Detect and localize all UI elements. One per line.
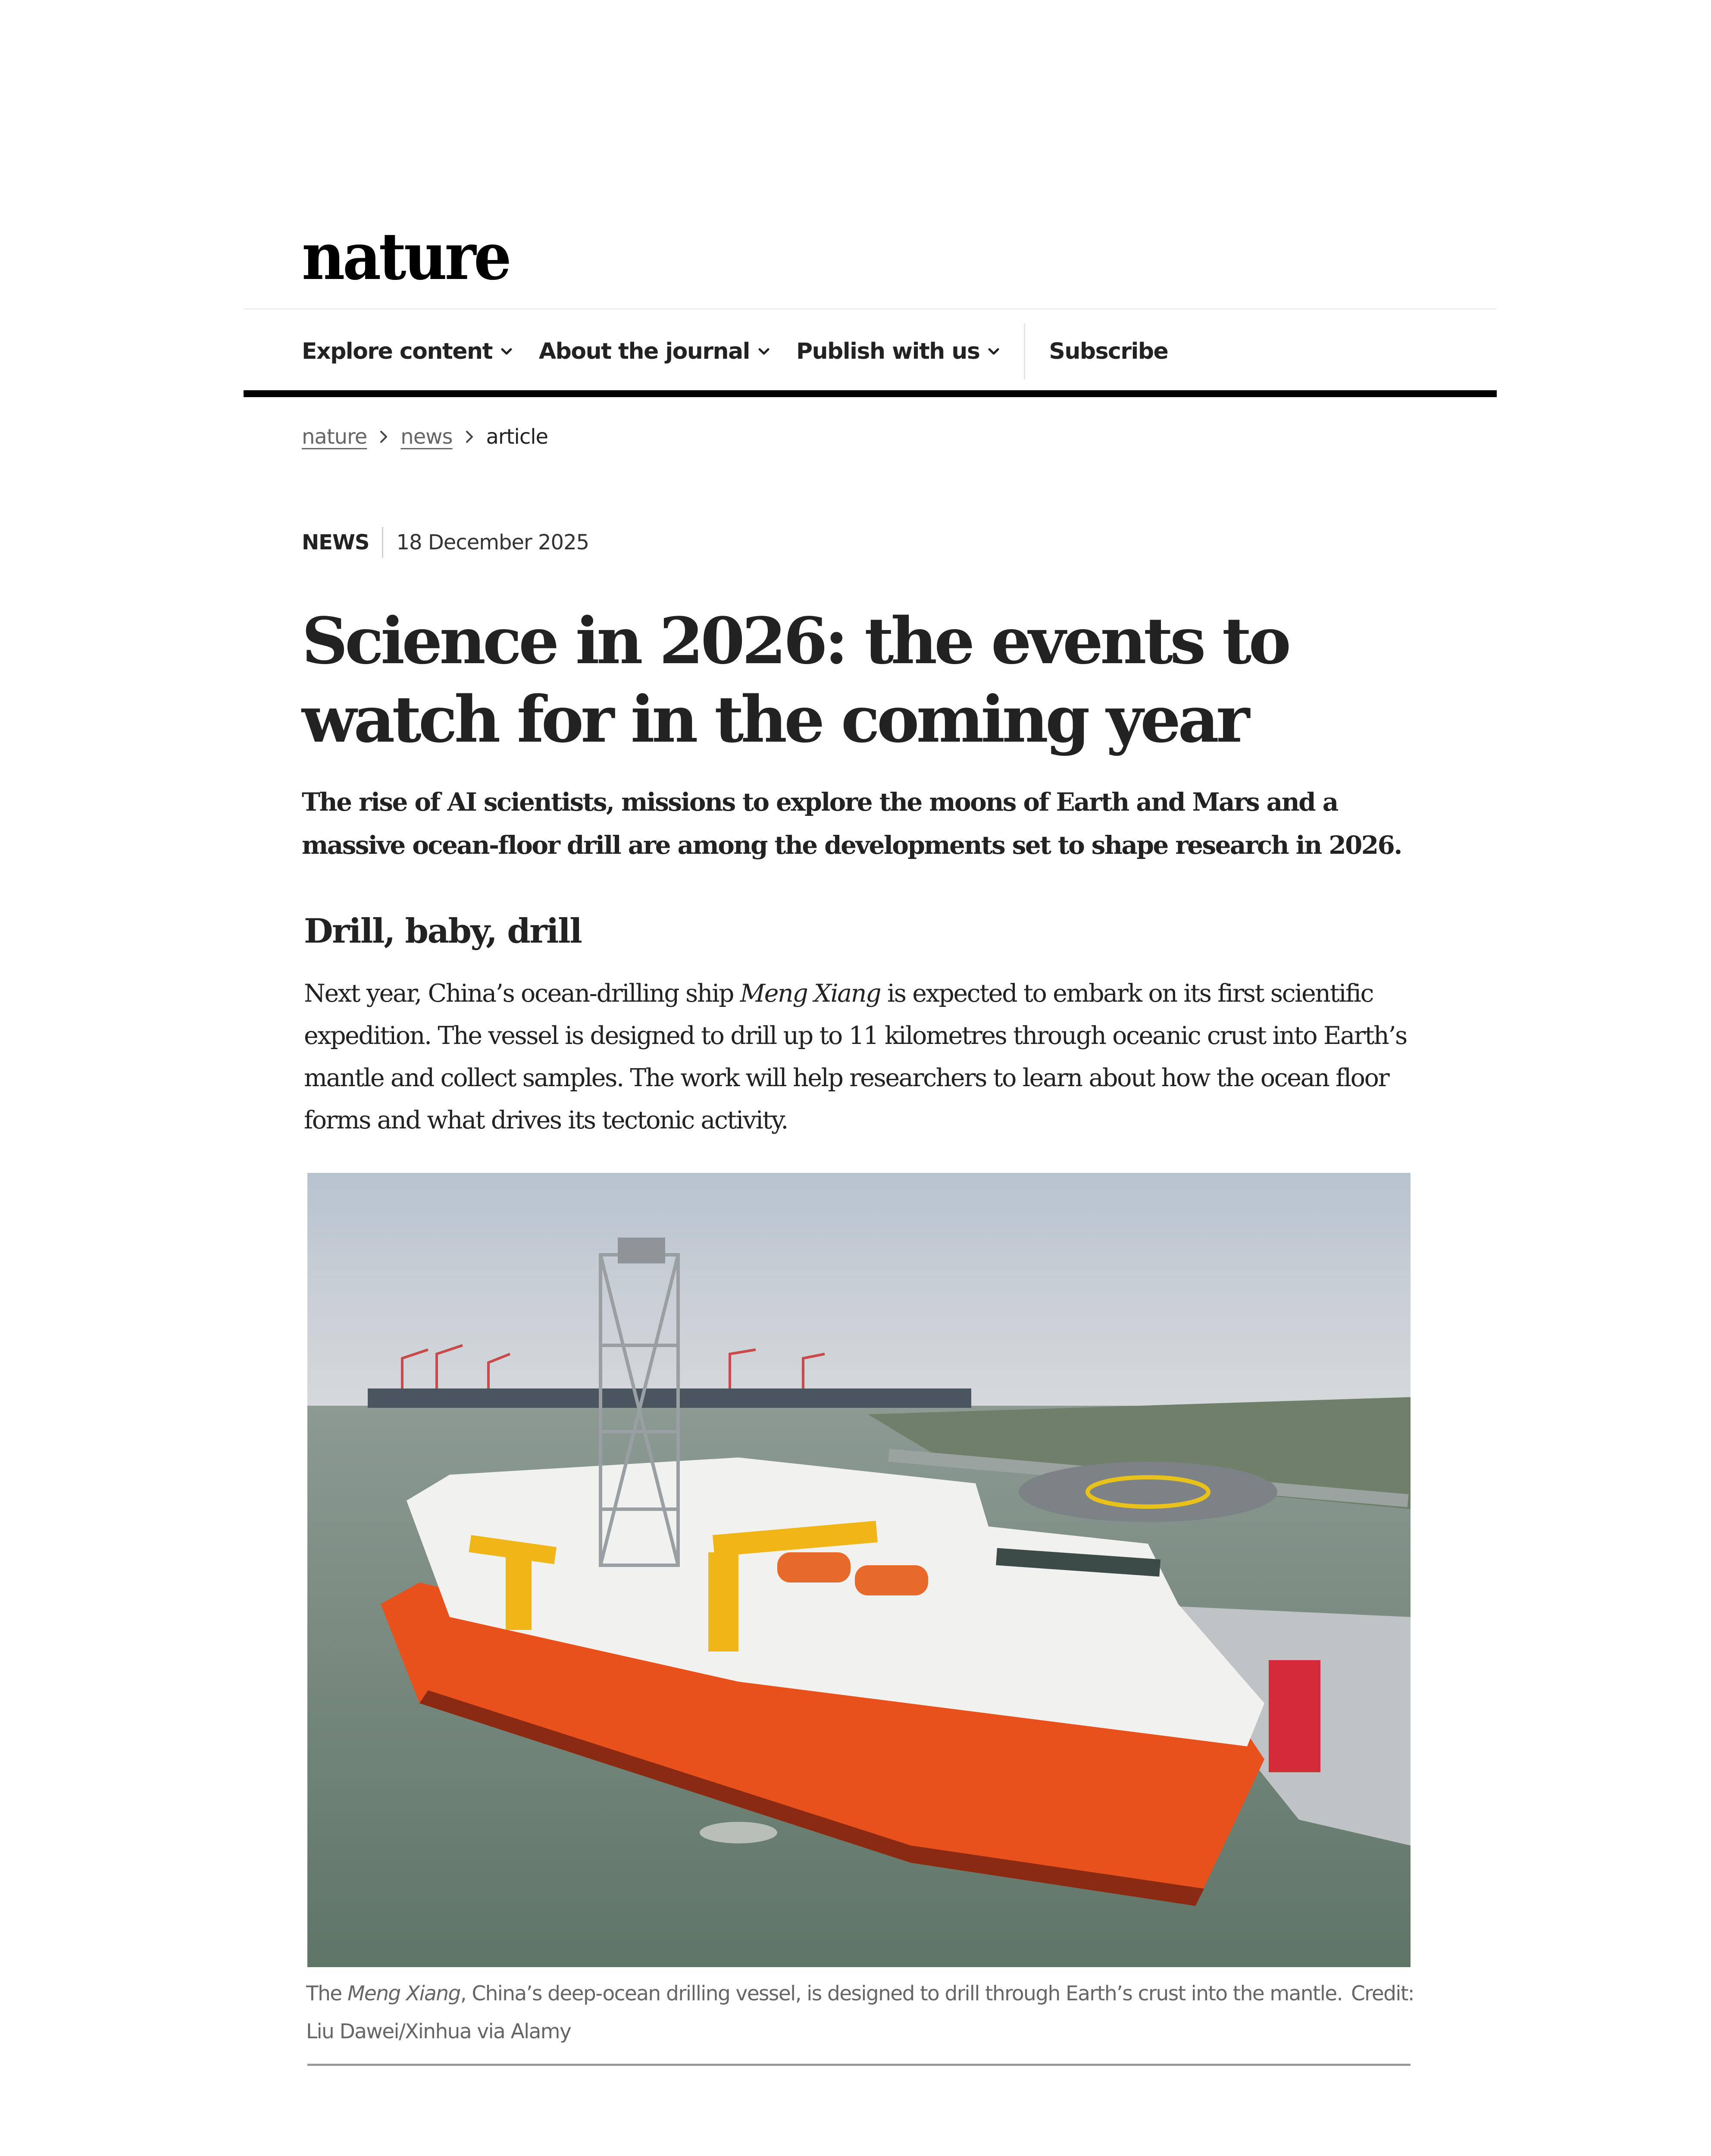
section-heading: Drill, baby, drill — [304, 912, 582, 951]
breadcrumb — [302, 425, 548, 449]
caption-ship-name: Meng Xiang — [347, 1982, 460, 2006]
paragraph-text: Next year, China’s ocean-drilling ship — [304, 979, 740, 1008]
article-standfirst: The rise of AI scientists, missions to explore the moons of Earth and Mars and a massive ocean-floor drill are among the developments set to shape research in 2026. — [302, 787, 1401, 860]
chevron-right-icon — [379, 429, 388, 444]
main-nav — [302, 321, 1195, 382]
article-title: Science in 2026: the events to watch for in the coming year — [302, 603, 1289, 757]
chevron-down-icon — [758, 346, 769, 357]
article-figure-image[interactable] — [307, 1173, 1411, 1967]
ship-name: Meng Xiang — [740, 979, 881, 1008]
chevron-right-icon — [465, 429, 474, 444]
nav-subscribe[interactable] — [1049, 338, 1168, 364]
helideck — [1019, 1462, 1277, 1522]
ship-photo — [307, 1173, 1411, 1967]
breadcrumb-nature[interactable]: nature — [302, 425, 367, 449]
caption-text: The — [306, 1982, 347, 2006]
ship-wake — [700, 1822, 777, 1843]
article-meta — [302, 527, 589, 558]
caption-text: , China’s deep-ocean drilling vessel, is designed to drill through Earth’s crust into the mantle. — [460, 1982, 1342, 2006]
distant-port — [368, 1388, 971, 1408]
caption-credit: Credit: Liu Dawei/Xinhua via Alamy — [306, 1982, 1414, 2043]
pier-red-carpet — [1269, 1660, 1320, 1772]
breadcrumb-current: article — [486, 425, 548, 449]
caption-divider — [307, 2064, 1411, 2066]
nav-label: Publish with us — [796, 338, 980, 364]
nav-about-the-journal[interactable] — [539, 338, 769, 364]
derrick-crown — [618, 1238, 665, 1263]
article-type: NEWS — [302, 530, 369, 555]
body-paragraph — [304, 972, 1425, 1141]
lifeboat — [777, 1552, 851, 1583]
nav-divider — [1024, 323, 1025, 379]
nav-label: Subscribe — [1049, 338, 1168, 364]
nav-label: Explore content — [302, 338, 492, 364]
nav-bottom-rule — [244, 390, 1497, 397]
chevron-down-icon — [501, 346, 512, 357]
meta-divider — [382, 527, 383, 558]
header-divider — [244, 308, 1497, 310]
paragraph-text: is expected to embark on its first scientific expedition. The vessel is designed to drill up to 11 kilometres through oceanic crust into Earth’s mantle and collect samples. The work will help researchers to learn about how the ocean floor forms and what drives its tectonic activity. — [304, 979, 1407, 1134]
article-date: 18 December 2025 — [396, 530, 589, 555]
lifeboat — [855, 1565, 928, 1595]
nav-label: About the journal — [538, 338, 750, 364]
nav-explore-content[interactable] — [302, 338, 512, 364]
figure-caption — [306, 1975, 1418, 2051]
nav-publish-with-us[interactable] — [796, 338, 999, 364]
breadcrumb-news[interactable]: news — [400, 425, 453, 449]
nature-logo[interactable]: nature — [302, 219, 510, 295]
chevron-down-icon — [988, 346, 999, 357]
sky — [307, 1173, 1411, 1414]
